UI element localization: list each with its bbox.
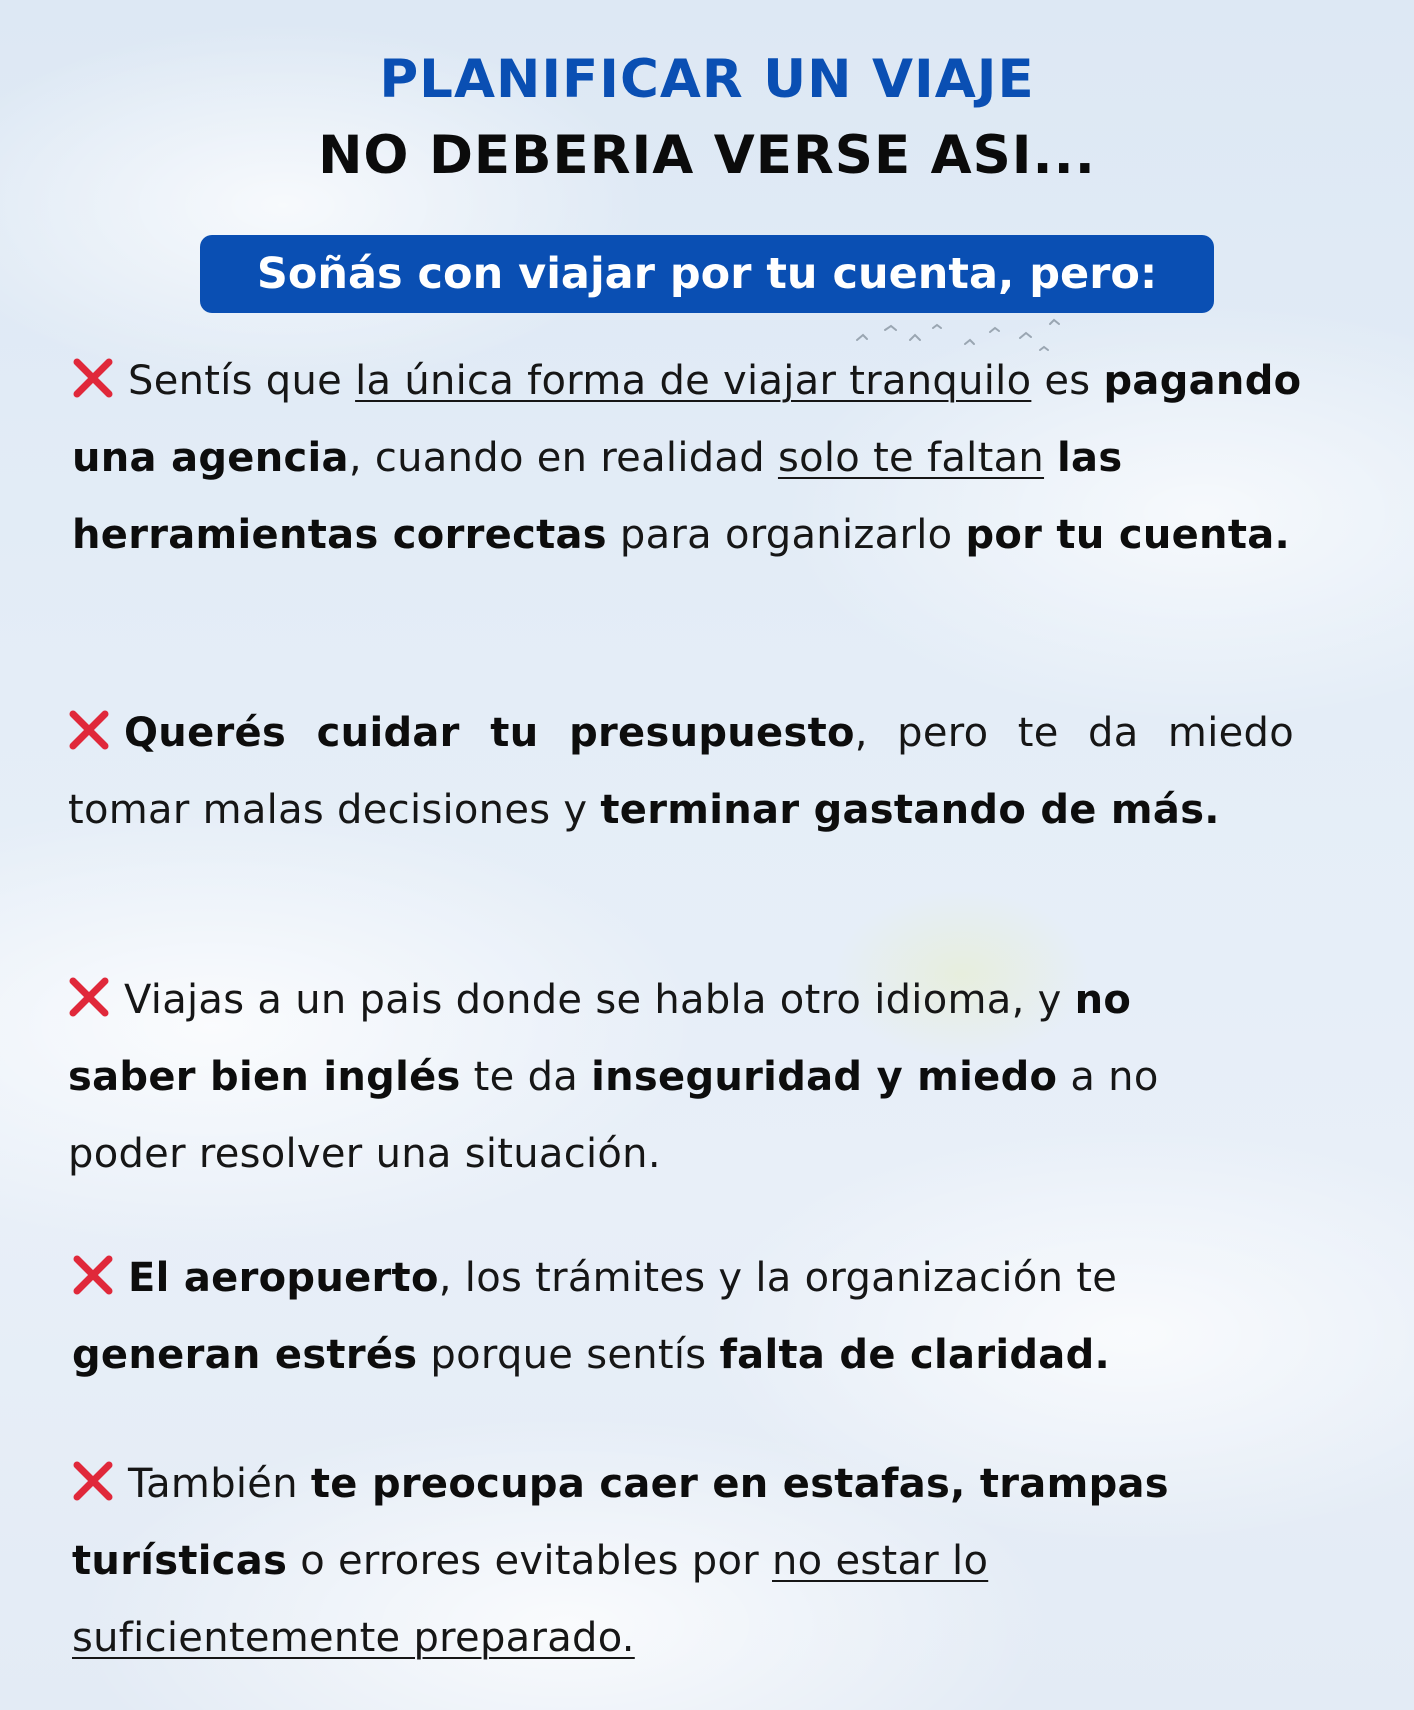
item-text-bold: te preocupa caer en estafas, trampas turísticas (72, 1461, 1169, 1584)
item-text: , cuando en realidad (348, 435, 778, 481)
cross-mark-icon (72, 1254, 114, 1296)
cross-mark-icon (72, 357, 114, 399)
item-text: , pero te da miedo tomar malas decisiones y (68, 710, 1294, 833)
item-text-bold: inseguridad y miedo (591, 1054, 1058, 1100)
item-text-bold: las herramientas correctas (72, 435, 1123, 558)
item-text: porque sentís (417, 1332, 720, 1378)
cross-mark-icon (68, 709, 110, 751)
subtitle-pill: Soñás con viajar por tu cuenta, pero: (200, 235, 1214, 313)
list-item-agency (72, 343, 1302, 574)
item-text: o errores evitables por (287, 1538, 772, 1584)
item-text: Sentís que (128, 358, 356, 404)
item-text-bold: por tu cuenta. (965, 512, 1291, 558)
item-text-underlined: solo te faltan (777, 435, 1045, 481)
item-text: a no poder resolver una situación. (68, 1054, 1159, 1177)
item-text: , los trámites y la organización te (438, 1255, 1118, 1301)
list-item-scams (72, 1446, 1302, 1677)
item-text-underlined: la única forma de viajar tranquilo (355, 358, 1032, 404)
item-text: Viajas a un pais donde se habla otro idioma, y (124, 977, 1075, 1023)
cross-mark-icon (72, 1460, 114, 1502)
item-text-bold: pagando una agencia (72, 358, 1302, 481)
item-text-bold: falta de claridad. (719, 1332, 1111, 1378)
item-text: para organizarlo (606, 512, 966, 558)
item-text-bold: generan estrés (72, 1332, 418, 1378)
item-text-underlined: no estar lo suficientemente preparado. (72, 1538, 989, 1661)
item-text-bold: terminar gastando de más. (600, 787, 1220, 833)
item-text (1044, 435, 1057, 481)
title-line-1: PLANIFICAR UN VIAJE (379, 49, 1035, 110)
cross-mark-icon (68, 976, 110, 1018)
header (0, 42, 1414, 194)
list-item-language (68, 962, 1268, 1193)
title-line-2: NO DEBERIA VERSE ASI... (318, 125, 1096, 186)
list-item-budget (68, 695, 1294, 849)
item-text-bold: no saber bien inglés (68, 977, 1132, 1100)
item-text: es (1031, 358, 1104, 404)
item-text-bold: El aeropuerto (128, 1255, 439, 1301)
item-text: te da (460, 1054, 592, 1100)
item-text-bold: Querés cuidar tu presupuesto (124, 710, 855, 756)
item-text: También (128, 1461, 311, 1507)
list-item-airport (72, 1240, 1302, 1394)
